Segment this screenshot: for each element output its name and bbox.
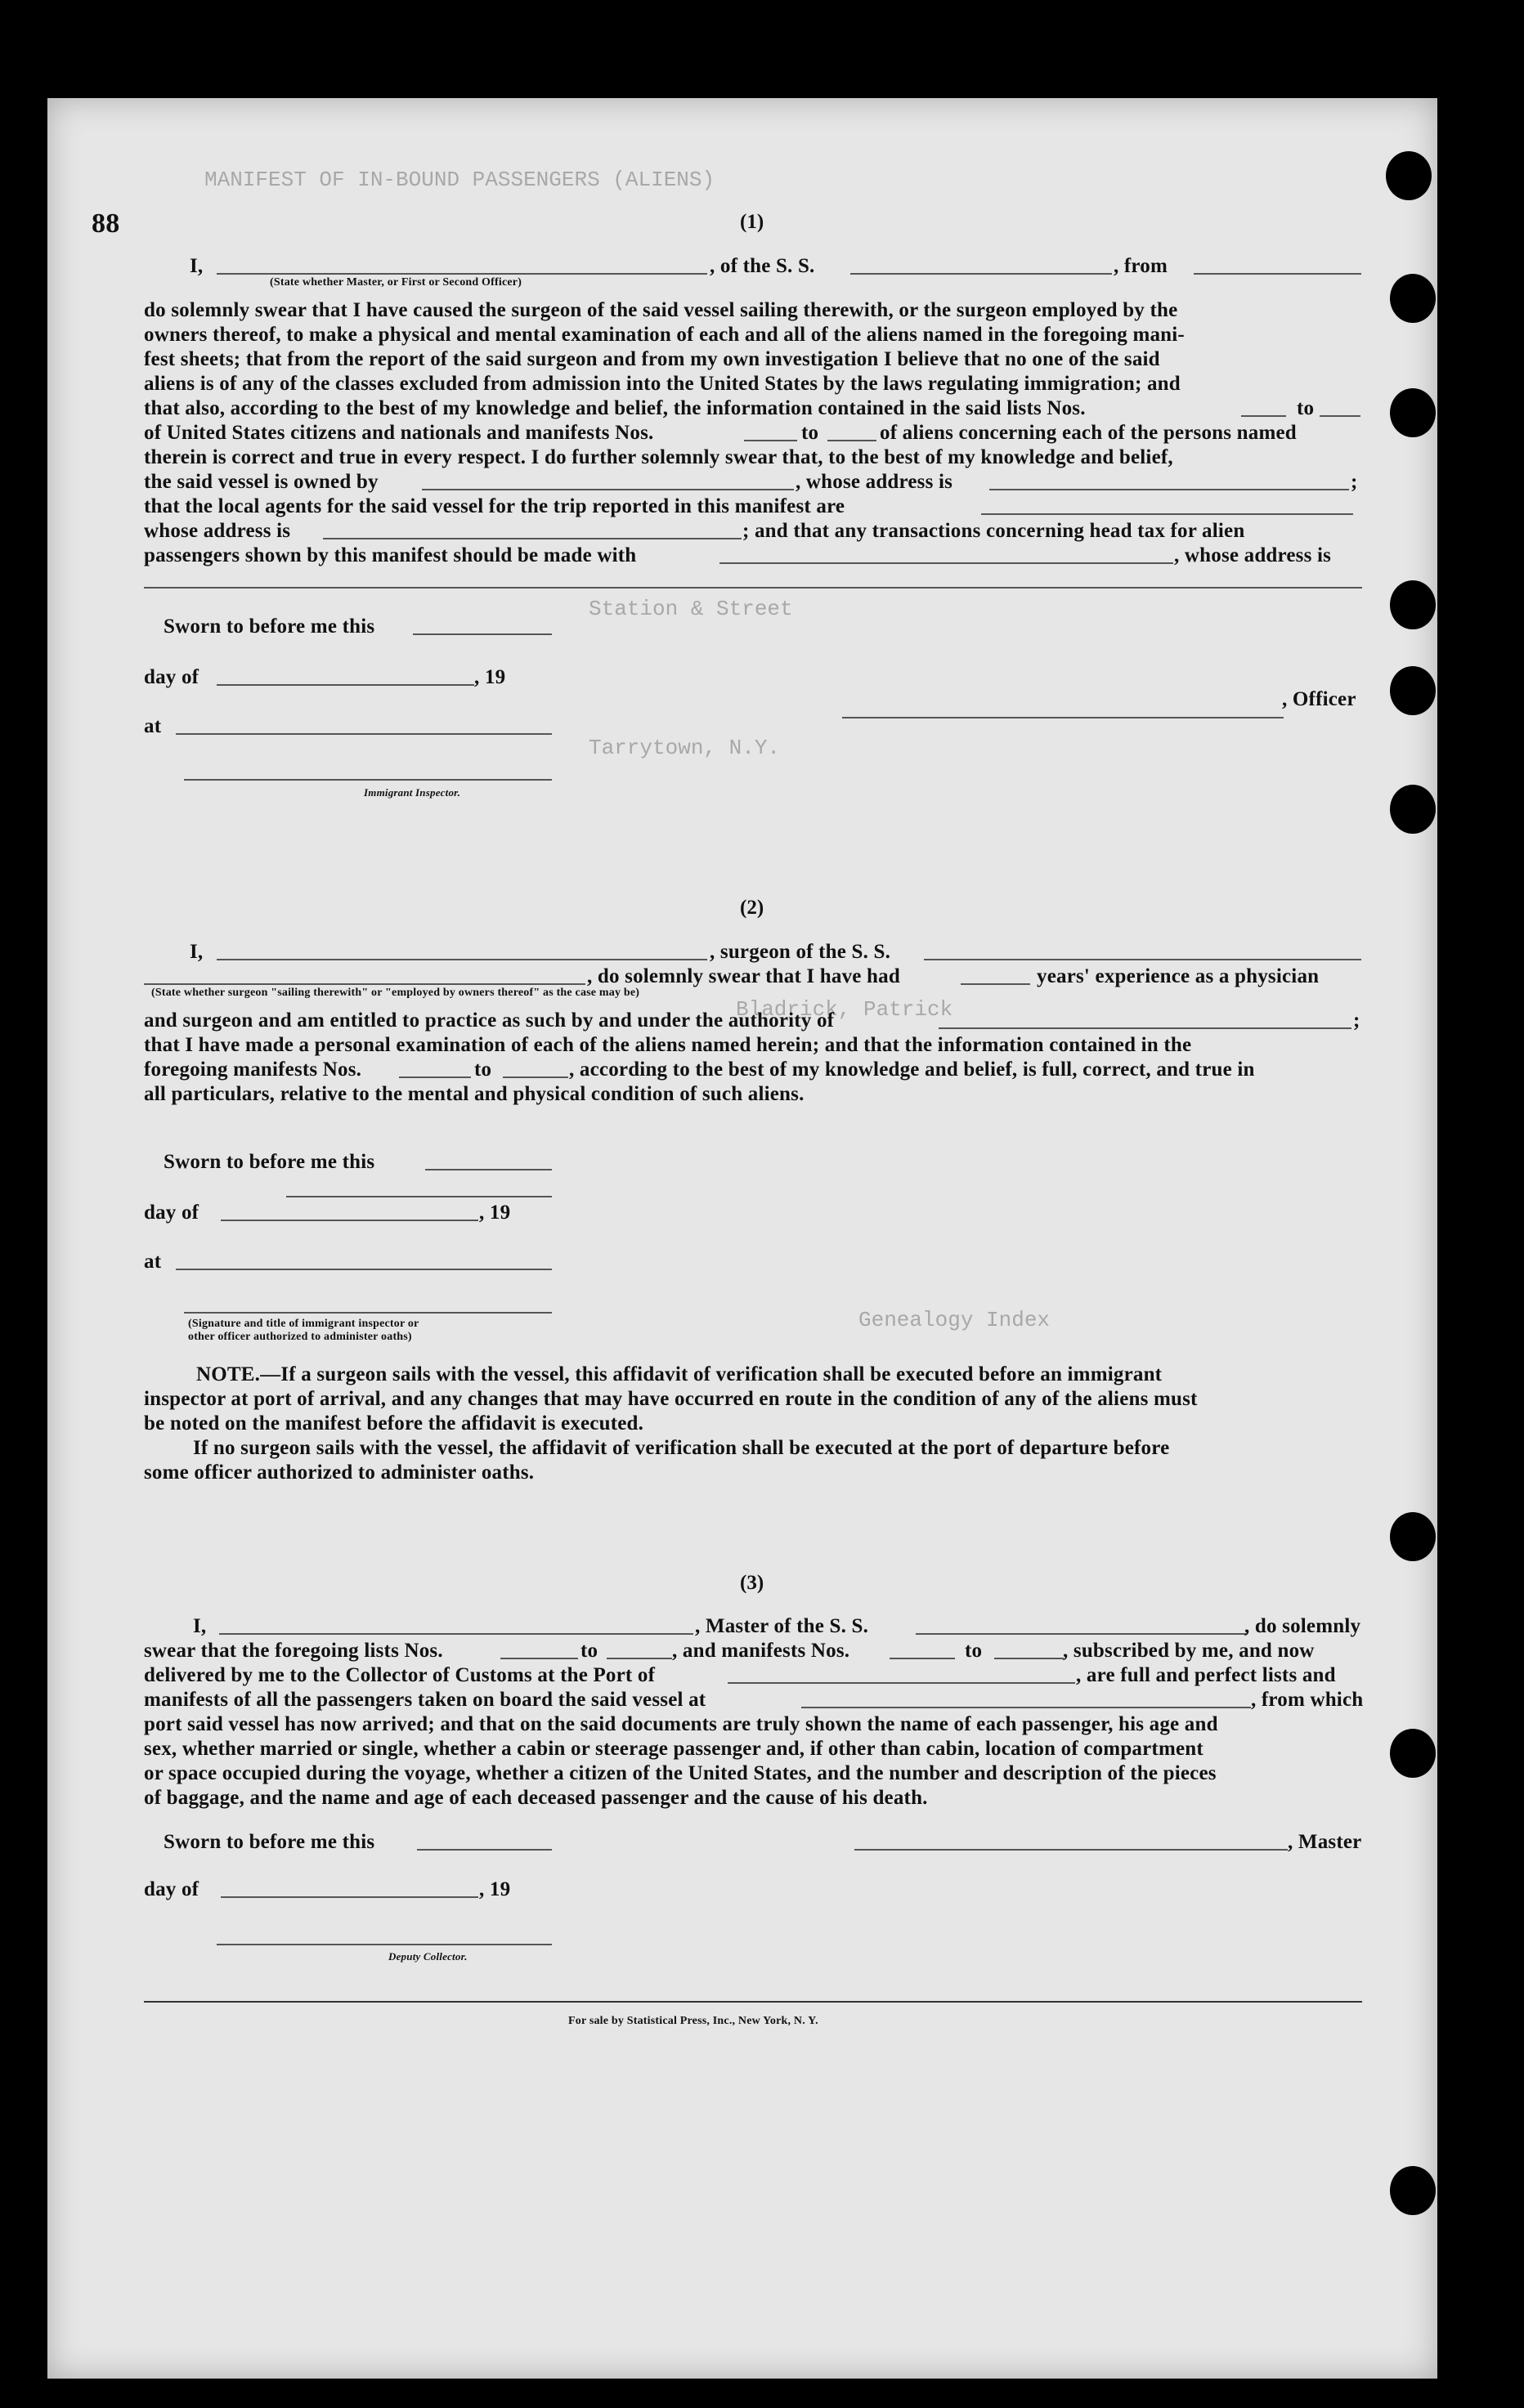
blank <box>399 1076 471 1078</box>
s2-note-4: If no surgeon sails with the vessel, the affidavit of verification shall be executed at the port of departure before <box>193 1437 1170 1459</box>
blank <box>144 983 585 985</box>
s3-para-5: port said vessel has now arrived; and that on the said documents are truly shown the name of each passenger, his age and <box>144 1713 1218 1735</box>
s1-line1-from: , from <box>1114 255 1168 277</box>
s2-note-5: some officer authorized to administer oaths. <box>144 1461 535 1484</box>
page-mark: 88 <box>92 208 120 239</box>
s2-at: at <box>144 1251 162 1273</box>
blank <box>939 1027 1351 1029</box>
s1-para-4: aliens is of any of the classes excluded from admission into the United States by the laws regulating immigration; and <box>144 373 1181 395</box>
blank <box>989 489 1349 490</box>
s3-line2: swear that the foregoing lists Nos. <box>144 1640 443 1662</box>
blank <box>176 733 552 735</box>
s1-officer: , Officer <box>1282 688 1356 710</box>
s2-year: , 19 <box>479 1202 511 1224</box>
s3-master: , Master <box>1288 1831 1362 1853</box>
s1-para-1: do solemnly swear that I have caused the surgeon of the said vessel sailing therewith, or the surgeon employed by the <box>144 299 1178 321</box>
blank <box>994 1658 1064 1659</box>
s2-para-2: that I have made a personal examination of each of the aliens named herein; and that the information contained in the <box>144 1034 1192 1056</box>
officer-signature-line <box>842 717 1284 718</box>
blank <box>217 684 474 686</box>
ghost-text: Tarrytown, N.Y. <box>589 736 781 760</box>
blank <box>217 1944 552 1945</box>
blank <box>176 1269 552 1270</box>
ghost-text: MANIFEST OF IN-BOUND PASSENGERS (ALIENS) <box>204 168 715 192</box>
s2-day-of: day of <box>144 1202 199 1224</box>
punch-hole <box>1390 1729 1436 1778</box>
ghost-text: Bladrick, Patrick <box>736 997 953 1022</box>
blank <box>219 1633 693 1635</box>
blank <box>924 959 1361 960</box>
s1-para-7: therein is correct and true in every respect. I do further solemnly swear that, to the best of my knowledge and belief, <box>144 446 1173 468</box>
punch-hole <box>1390 666 1436 715</box>
s3-line1-master: , Master of the S. S. <box>695 1615 869 1637</box>
punch-hole <box>1390 388 1436 437</box>
blank <box>422 489 794 490</box>
blank <box>607 1658 672 1659</box>
blank <box>961 983 1030 985</box>
s2-sig-2: other officer authorized to administer oaths) <box>188 1331 412 1343</box>
s2-line1-surgeon: , surgeon of the S. S. <box>710 941 891 963</box>
s3-line2-to-2: to <box>965 1640 983 1662</box>
blank <box>417 1849 552 1851</box>
master-signature-line <box>854 1849 1288 1851</box>
blank <box>916 1633 1247 1635</box>
punch-hole <box>1390 785 1436 834</box>
s1-para-6-c: of aliens concerning each of the persons named <box>880 422 1297 444</box>
blank <box>981 513 1353 515</box>
ghost-text: Genealogy Index <box>858 1308 1051 1332</box>
s2-note-2: inspector at port of arrival, and any changes that may have occurred en route in the condition of any of the aliens must <box>144 1388 1198 1410</box>
s3-collector: Deputy Collector. <box>388 1950 468 1963</box>
blank <box>184 1312 552 1314</box>
s3-line2-to: to <box>580 1640 598 1662</box>
punch-hole <box>1390 580 1436 629</box>
section-3-number: (3) <box>740 1572 764 1594</box>
s3-line2-manifests: , and manifests Nos. <box>672 1640 850 1662</box>
s3-line3-b: , are full and perfect lists and <box>1076 1664 1336 1686</box>
blank <box>1194 273 1361 275</box>
blank <box>827 440 876 441</box>
s3-line2-e: , subscribed by me, and now <box>1063 1640 1315 1662</box>
s1-para-11: passengers shown by this manifest should be made with <box>144 544 637 566</box>
s3-sworn: Sworn to before me this <box>164 1831 375 1853</box>
s3-year: , 19 <box>479 1878 511 1900</box>
s2-sworn: Sworn to before me this <box>164 1151 375 1173</box>
ghost-text: Station & Street <box>589 597 793 621</box>
punch-hole <box>1390 2166 1436 2215</box>
s1-para-6-to: to <box>801 422 819 444</box>
s1-para-8-b: , whose address is <box>796 471 953 493</box>
s1-para-11-b: , whose address is <box>1174 544 1332 566</box>
blank <box>413 633 552 635</box>
s2-note: (State whether surgeon "sailing therewith" or "employed by owners thereof" as the case may be) <box>151 987 640 999</box>
s3-para-7: or space occupied during the voyage, whether a citizen of the United States, and the number and description of the pieces <box>144 1762 1217 1784</box>
blank <box>1241 415 1286 417</box>
s2-para-1: and surgeon and am entitled to practice as such by and under the authority of <box>144 1009 835 1032</box>
s1-sworn: Sworn to before me this <box>164 615 375 638</box>
blank <box>217 273 707 275</box>
s1-line1-note: (State whether Master, or First or Second Officer) <box>270 276 522 289</box>
s1-para-5-to: to <box>1297 397 1315 419</box>
section-2-number: (2) <box>740 897 764 919</box>
s3-para-8: of baggage, and the name and age of each deceased passenger and the cause of his death. <box>144 1787 928 1809</box>
s1-para-10-b: ; and that any transactions concerning head tax for alien <box>742 520 1245 542</box>
s1-inspector: Immigrant Inspector. <box>364 786 461 799</box>
blank <box>425 1169 552 1170</box>
blank <box>217 959 707 960</box>
blank <box>1320 415 1360 417</box>
blank <box>719 562 1173 564</box>
s1-para-5: that also, according to the best of my knowledge and belief, the information contained in the said lists Nos. <box>144 397 1086 419</box>
s2-note-1: NOTE.—If a surgeon sails with the vessel, this affidavit of verification shall be executed before an immigrant <box>196 1363 1163 1385</box>
punch-hole <box>1390 274 1436 323</box>
punch-hole <box>1390 1512 1436 1561</box>
s2-para-1-semicolon: ; <box>1353 1009 1360 1032</box>
s3-line1-c: , do solemnly <box>1244 1615 1361 1637</box>
s1-year: , 19 <box>474 666 506 688</box>
blank <box>801 1707 1251 1708</box>
s2-para-3-c: , according to the best of my knowledge and belief, is full, correct, and true in <box>569 1059 1255 1081</box>
s1-para-2: owners thereof, to make a physical and mental examination of each and all of the aliens named in the foregoing mani- <box>144 324 1185 346</box>
blank <box>890 1658 955 1659</box>
s3-para-6: sex, whether married or single, whether a cabin or steerage passenger and, if other than cabin, location of compartment <box>144 1738 1204 1760</box>
blank <box>500 1658 578 1659</box>
s2-sig-1: (Signature and title of immigrant inspector or <box>188 1318 419 1330</box>
blank <box>744 440 797 441</box>
s2-line2-b: years' experience as a physician <box>1037 965 1320 987</box>
blank <box>728 1682 1075 1684</box>
punch-hole <box>1386 151 1432 200</box>
s1-para-6: of United States citizens and nationals and manifests Nos. <box>144 422 654 444</box>
blank <box>144 587 1362 589</box>
s2-para-4: all particulars, relative to the mental and physical condition of such aliens. <box>144 1083 805 1105</box>
s3-line4: manifests of all the passengers taken on board the said vessel at <box>144 1689 706 1711</box>
s1-para-8-semicolon: ; <box>1351 471 1358 493</box>
s2-note-3: be noted on the manifest before the affidavit is executed. <box>144 1412 644 1435</box>
blank <box>850 273 1112 275</box>
s1-line1-ss: , of the S. S. <box>710 255 815 277</box>
s2-para-3-to: to <box>474 1059 492 1081</box>
blank <box>221 1896 478 1898</box>
s3-line1-i: I, <box>193 1615 207 1637</box>
s1-day-of: day of <box>144 666 199 688</box>
blank <box>286 1196 552 1197</box>
s1-at: at <box>144 715 162 737</box>
section-1-number: (1) <box>740 211 764 233</box>
s2-line1-i: I, <box>190 941 204 963</box>
blank <box>323 538 742 539</box>
s1-para-3: fest sheets; that from the report of the said surgeon and from my own investigation I believe that no one of the said <box>144 348 1160 370</box>
s1-line1-i: I, <box>190 255 204 277</box>
blank <box>184 779 552 781</box>
footer-rule <box>144 2001 1362 2003</box>
s1-para-10: whose address is <box>144 520 291 542</box>
s3-line4-b: , from which <box>1251 1689 1364 1711</box>
s3-line3: delivered by me to the Collector of Customs at the Port of <box>144 1664 656 1686</box>
s2-para-3: foregoing manifests Nos. <box>144 1059 362 1081</box>
s2-line2: , do solemnly swear that I have had <box>587 965 900 987</box>
s3-day-of: day of <box>144 1878 199 1900</box>
blank <box>221 1220 478 1221</box>
s1-para-8: the said vessel is owned by <box>144 471 379 493</box>
s1-para-9: that the local agents for the said vessel for the trip reported in this manifest are <box>144 495 845 517</box>
blank <box>503 1076 568 1078</box>
footer-imprint: For sale by Statistical Press, Inc., New York, N. Y. <box>568 2015 818 2027</box>
